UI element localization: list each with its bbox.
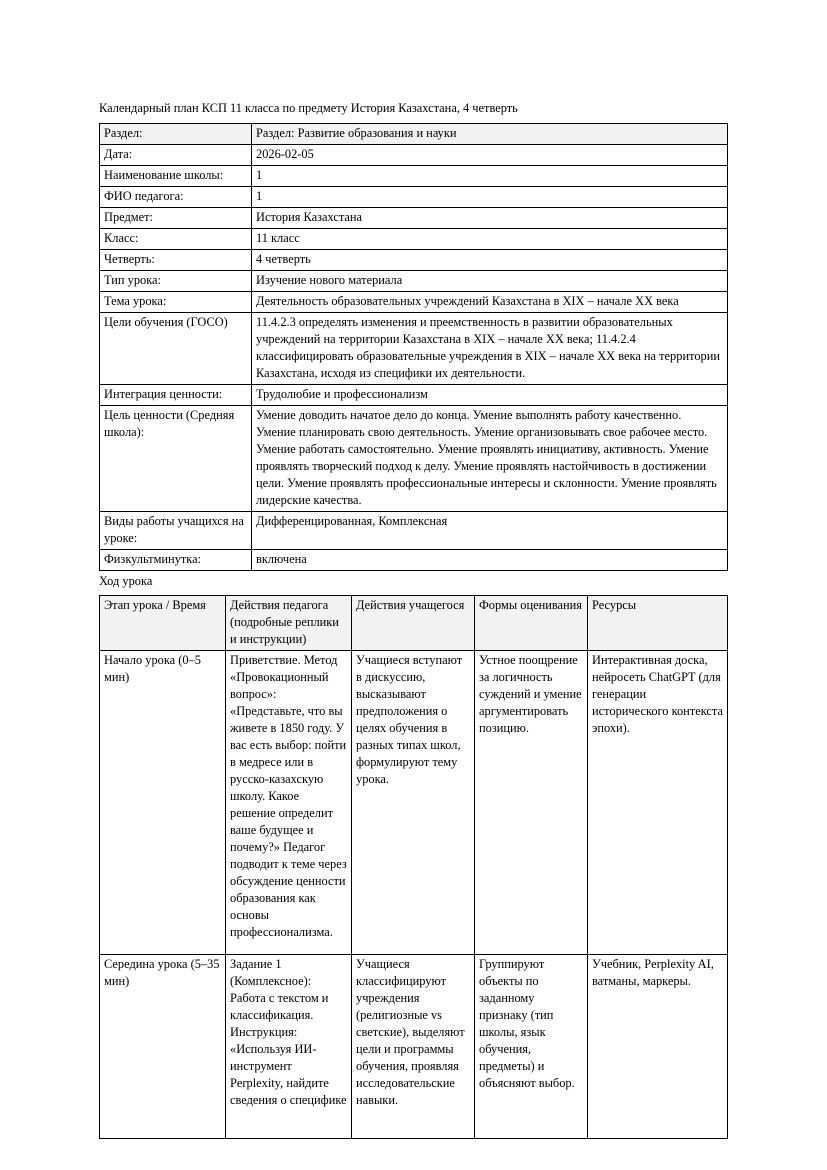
resources-cell: Интерактивная доска, нейросеть ChatGPT (для генерации исторического контекста эпохи). <box>588 651 728 955</box>
table-header-row <box>100 596 728 651</box>
table-row <box>100 651 728 955</box>
table-row <box>100 271 728 292</box>
info-row-label: Четверть: <box>100 250 252 271</box>
info-row-value: 2026-02-05 <box>252 145 728 166</box>
info-row-value: Дифференцированная, Комплексная <box>252 512 728 550</box>
info-row-value: включена <box>252 550 728 571</box>
info-row-label: Класс: <box>100 229 252 250</box>
table-row <box>100 166 728 187</box>
info-row-value: 11 класс <box>252 229 728 250</box>
info-row-value: 1 <box>252 166 728 187</box>
info-row-label: Цели обучения (ГОСО) <box>100 313 252 385</box>
resources-cell: Учебник, Perplexity AI, ватманы, маркеры. <box>588 955 728 1139</box>
info-row-value: 1 <box>252 187 728 208</box>
table-row <box>100 145 728 166</box>
info-row-label: Цель ценности (Средняя школа): <box>100 406 252 512</box>
table-row <box>100 229 728 250</box>
info-row-label: Физкультминутка: <box>100 550 252 571</box>
info-row-label: Раздел: <box>100 124 252 145</box>
info-row-value: Раздел: Развитие образования и науки <box>252 124 728 145</box>
table-row <box>100 292 728 313</box>
info-row-value: История Казахстана <box>252 208 728 229</box>
student-actions-cell: Учащиеся вступают в дискуссию, высказывают предположения о целях обучения в разных типах школ, формулируют тему урока. <box>352 651 475 955</box>
info-row-label: Тема урока: <box>100 292 252 313</box>
info-row-label: Предмет: <box>100 208 252 229</box>
page-title: Календарный план КСП 11 класса по предмету История Казахстана, 4 четверть <box>99 101 518 115</box>
info-row-label: Интеграция ценности: <box>100 385 252 406</box>
column-header: Этап урока / Время <box>100 596 226 651</box>
teacher-actions-cell: Задание 1 (Комплексное): Работа с текстом и классификация. Инструкция: «Используя ИИ-инструмент Perplexity, найдите сведения о специфике <box>226 955 352 1139</box>
table-row <box>100 250 728 271</box>
column-header: Ресурсы <box>588 596 728 651</box>
student-actions-cell: Учащиеся классифицируют учреждения (религиозные vs светские), выделяют цели и программы обучения, проявляя исследовательские навыки. <box>352 955 475 1139</box>
lesson-info-body <box>100 124 728 571</box>
stage-cell: Начало урока (0–5 мин) <box>100 651 226 955</box>
teacher-actions-cell: Приветствие. Метод «Провокационный вопрос»: «Представьте, что вы живете в 1850 году. У вас есть выбор: пойти в медресе или в русско-казахскую школу. Какое решение определит ваше будущее и почему?» Педагог подводит к теме через обсуждение ценности образования как основы профессионализма. <box>226 651 352 955</box>
table-row <box>100 385 728 406</box>
lesson-flow-table <box>99 595 728 1139</box>
table-row <box>100 208 728 229</box>
info-row-value: Трудолюбие и профессионализм <box>252 385 728 406</box>
stage-cell: Середина урока (5–35 мин) <box>100 955 226 1139</box>
info-row-label: Тип урока: <box>100 271 252 292</box>
info-row-label: Виды работы учащихся на уроке: <box>100 512 252 550</box>
lesson-flow-heading: Ход урока <box>99 574 153 588</box>
assessment-cell: Устное поощрение за логичность суждений и умение аргументировать позицию. <box>475 651 588 955</box>
column-header: Действия педагога (подробные реплики и инструкции) <box>226 596 352 651</box>
column-header: Формы оценивания <box>475 596 588 651</box>
info-row-value: Деятельность образовательных учреждений Казахстана в XIX – начале XX века <box>252 292 728 313</box>
table-row <box>100 313 728 385</box>
assessment-cell: Группируют объекты по заданному признаку (тип школы, язык обучения, предметы) и объясняют выбор. <box>475 955 588 1139</box>
table-row <box>100 955 728 1139</box>
lesson-flow-head <box>100 596 728 651</box>
info-row-value: Умение доводить начатое дело до конца. Умение выполнять работу качественно. Умение планировать свою деятельность. Умение организовывать свое рабочее место. Умение работать самостоятельно. Умение проявлять инициативу, активность. Умение проявлять творческий подход к делу. Умение проявлять настойчивость в достижении цели. Умение проявлять профессиональные интересы и склонности. Умение проявлять лидерские качества. <box>252 406 728 512</box>
table-row <box>100 187 728 208</box>
info-row-value: Изучение нового материала <box>252 271 728 292</box>
info-row-label: ФИО педагога: <box>100 187 252 208</box>
info-row-label: Дата: <box>100 145 252 166</box>
table-row <box>100 406 728 512</box>
info-row-value: 4 четверть <box>252 250 728 271</box>
info-row-value: 11.4.2.3 определять изменения и преемственность в развитии образовательных учреждений на территории Казахстана в XIX – начале XX века; 11.4.2.4 классифицировать образовательные учреждения в XIX – начале XX века на территории Казахстана, исходя из специфики их деятельности. <box>252 313 728 385</box>
table-row <box>100 512 728 550</box>
info-row-label: Наименование школы: <box>100 166 252 187</box>
lesson-info-table <box>99 123 728 571</box>
table-row <box>100 124 728 145</box>
lesson-flow-body <box>100 651 728 1139</box>
table-row <box>100 550 728 571</box>
column-header: Действия учащегося <box>352 596 475 651</box>
